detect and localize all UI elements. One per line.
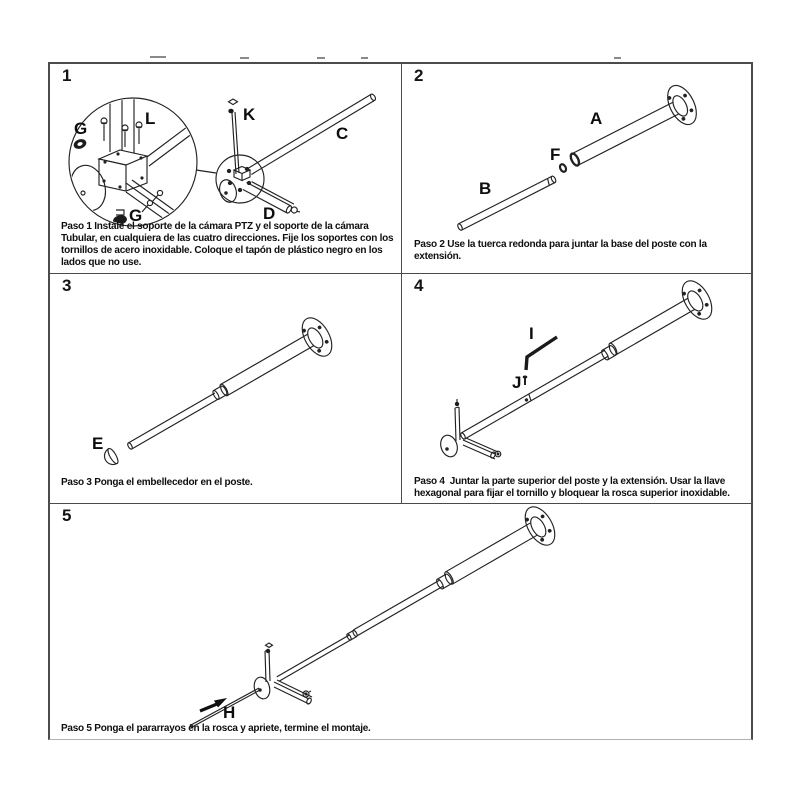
part-label-g-bottom: G (129, 206, 143, 225)
step-caption: Paso 2 Use la tuerca redonda para juntar la base del poste con la extensión. (414, 239, 707, 262)
diagram-step-3 (50, 274, 402, 504)
bracket-cube (99, 150, 147, 191)
crop-artifact-tick (317, 57, 325, 59)
instruction-table (48, 62, 753, 740)
diagram-step-4 (402, 274, 751, 504)
part-label-l: L (145, 109, 156, 128)
panel-step-2 (402, 64, 751, 274)
pole-upper (607, 296, 698, 356)
part-label-d: D (263, 204, 276, 223)
part-label-a: A (590, 109, 603, 128)
step-caption: Paso 1 Instale el soporte de la cámara PTZ y el soporte de la cámara Tubular, en cualquiera de las cuatro direcciones. Fije los soportes con los tornillos de acero inoxidable. Coloque el tapón de plástico negro en los lados que no use. (61, 221, 394, 268)
crop-artifact-tick (240, 57, 249, 59)
side-disc (66, 161, 111, 214)
step-number: 5 (62, 506, 72, 525)
pole-c (248, 93, 377, 174)
crop-artifact-tick (614, 57, 621, 59)
panel-step-3 (50, 274, 402, 504)
dome-cap-e (101, 447, 119, 467)
screw-j (523, 376, 528, 386)
step-number: 4 (414, 276, 424, 295)
panel-step-4 (402, 274, 751, 504)
panel-step-5 (50, 504, 751, 738)
step-number: 3 (62, 276, 72, 295)
vertical-tube (110, 95, 134, 153)
part-label-j: J (512, 373, 522, 392)
step-caption: Paso 3 Ponga el embellecedor en el poste. (61, 477, 253, 488)
part-label-e: E (92, 434, 104, 453)
magnifier-leader-line (196, 170, 216, 173)
part-label-i: I (529, 324, 534, 343)
crop-artifact-tick (361, 57, 368, 59)
part-label-b: B (479, 179, 492, 198)
step-number: 1 (62, 66, 72, 85)
joint-line (528, 394, 533, 401)
pole-top-section (443, 520, 542, 585)
arm-screws (142, 190, 163, 212)
part-label-c: C (336, 124, 349, 143)
screw-hole (525, 398, 528, 401)
pole-a (569, 101, 682, 167)
pole-b (457, 175, 557, 231)
part-label-g-top: G (74, 119, 88, 138)
step-caption: Paso 4 Juntar la parte superior del poste y la extensión. Usar la llave hexagonal para fijar el tornillo y bloquear la rosca superior inoxidable. (414, 476, 730, 499)
camera-bracket (438, 399, 501, 459)
pole-lower (127, 393, 219, 450)
step-caption: Paso 5 Ponga el pararrayos en la rosca y apriete, termine el montaje. (61, 723, 371, 734)
panel-step-1 (50, 64, 402, 274)
black-cap-top (72, 137, 87, 150)
pole-lower-section (277, 635, 352, 681)
disc-hole (81, 191, 85, 195)
part-label-k: K (243, 105, 256, 124)
diagram-step-5 (50, 504, 751, 738)
pole-mid-section (353, 580, 443, 636)
pole-upper (218, 333, 316, 397)
pole-lower (460, 350, 609, 440)
part-label-f: F (550, 145, 561, 164)
step-number: 2 (414, 66, 424, 85)
crop-artifact-tick (150, 56, 166, 58)
round-nut-f (559, 163, 567, 173)
part-label-h: H (223, 703, 236, 722)
bolt-k (228, 99, 239, 174)
